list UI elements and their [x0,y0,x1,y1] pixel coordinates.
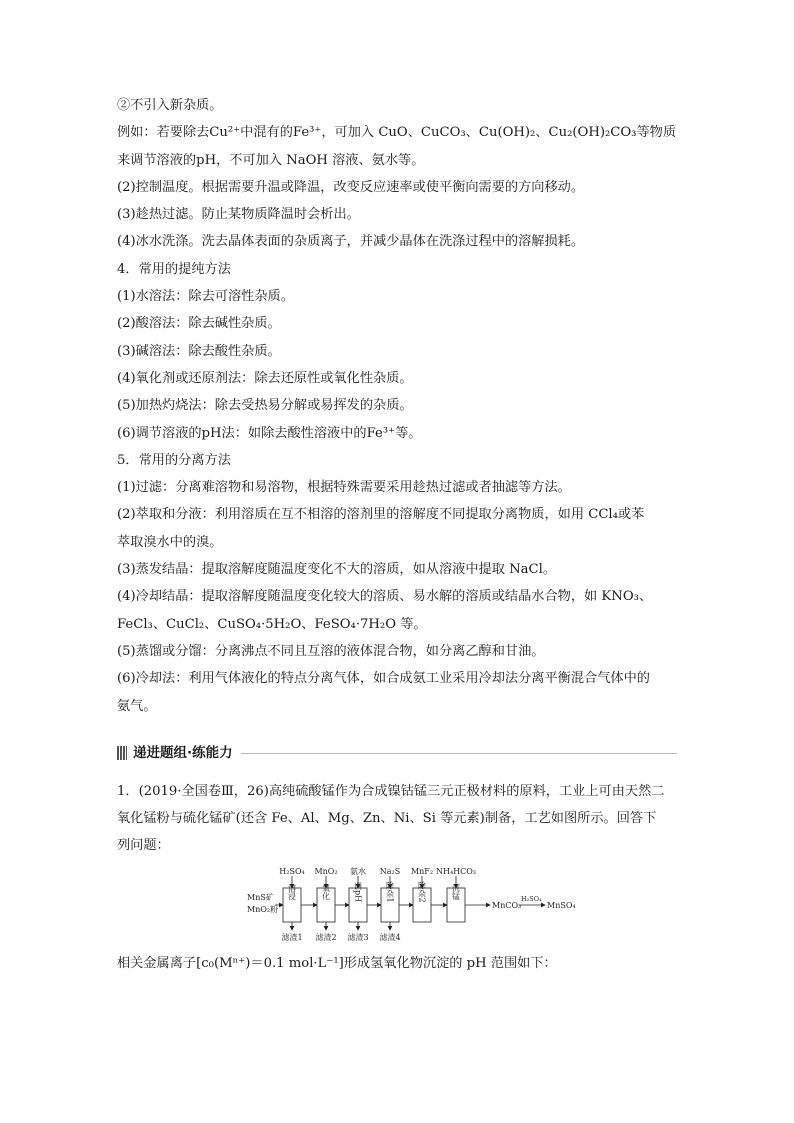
flow-residue: 滤渣4 [379,932,401,942]
document-page [117,92,682,977]
flow-residue: 滤渣3 [347,932,369,942]
flow-reagent: MnF₂ [410,866,434,876]
text-line: (2)酸溶法：除去碱性杂质。 [117,316,281,332]
flow-product: MnSO₄ [547,900,576,910]
text-line: (6)冷却法：利用气体液化的特点分离气体，如合成氨工业采用冷却法分离平衡混合气体中的 [117,671,650,687]
flow-reagent: MnO₂ [314,866,338,876]
text-line: (1)水溶法：除去可溶性杂质。 [117,289,294,305]
flow-reagent: Na₂S [379,866,401,876]
section-header [117,742,677,764]
flow-step-label: 除杂1 [385,881,395,903]
section-icon [117,746,127,760]
text-line: (3)蒸发结晶：提取溶解度随温度变化不大的溶质，如从溶液中提取 NaCl。 [117,562,557,578]
text-line: 氨气。 [117,698,157,714]
flow-residue: 滤渣2 [315,932,337,942]
flow-step-label: 氧化 [321,883,331,900]
text-line: (4)冰水洗涤。洗去晶体表面的杂质离子，并减少晶体在洗涤过程中的溶解损耗。 [117,234,585,250]
flow-step-label: 调pH [353,881,363,902]
text-line: (3)碱溶法：除去酸性杂质。 [117,343,281,359]
flow-residue: 滤渣1 [281,932,303,942]
text-line: (3)趁热过滤。防止某物质降温时会析出。 [117,207,360,223]
flow-arrow-reagent: H₂SO₄ [521,894,542,903]
text-line: (5)加热灼烧法：除去受热易分解或易挥发的杂质。 [117,398,413,414]
text-line: ②不引入新杂质。 [117,98,223,113]
text-line: (1)过滤：分离难溶物和易溶物，根据特殊需要采用趁热过滤或者抽滤等方法。 [117,480,571,496]
flow-step-label: 沉锰 [451,883,461,900]
text-line: 例如：若要除去Cu²⁺中混有的Fe³⁺，可加入 CuO、CuCO₃、Cu(OH)₂、Cu₂(OH)₂CO₃等物质 [117,125,677,141]
text-line: 5．常用的分离方法 [117,452,231,468]
text-line: (5)蒸馏或分馏：分离沸点不同且互溶的液体混合物，如分离乙醇和甘油。 [117,643,545,659]
flow-step-label: 溶浸 [287,883,297,900]
flow-step-label: 除杂2 [417,881,427,903]
flow-input: MnS矿 [247,892,274,902]
flow-reagent: 氨水 [350,866,366,876]
text-line: (2)萃取和分液：利用溶质在互不相溶的溶剂里的溶解度不同提取分离物质，如用 CCl₄或苯 [117,507,645,523]
question-followup: 相关金属离子[c₀(Mⁿ⁺)＝0.1 mol·L⁻¹]形成氢氧化物沉淀的 pH 范围如下： [117,955,557,971]
text-line: 4．常用的提纯方法 [117,261,231,277]
text-line: (4)冷却结晶：提取溶解度随温度变化较大的溶质、易水解的溶质或结晶水合物，如 KNO₃、 [117,589,653,605]
text-line: (4)氧化剂或还原剂法：除去还原性或氧化性杂质。 [117,370,413,386]
text-line: (2)控制温度。根据需要升温或降温，改变反应速率或使平衡向需要的方向移动。 [117,179,585,195]
section-title: 递进题组·练能力 [133,744,233,761]
process-flow-diagram [247,866,587,946]
flow-input: MnO₂粉 [247,904,279,914]
flow-reagent: H₂SO₄ [279,866,305,876]
text-line: 萃取溴水中的溴。 [117,534,223,550]
text-line: (6)调节溶液的pH法：如除去酸性溶液中的Fe³⁺等。 [117,425,422,441]
flow-reagent: NH₄HCO₃ [435,866,477,876]
flow-product: MnCO₃ [492,900,522,910]
question-line: 列问题： [117,838,170,854]
question-line: 1．(2019·全国卷Ⅲ，26)高纯硫酸锰作为合成镍钴锰三元正极材料的原料，工业上可由天然二 [117,783,665,799]
body-text [117,92,682,720]
text-line: 来调节溶液的pH，不可加入 NaOH 溶液、氨水等。 [117,152,425,168]
text-line: FeCl₃、CuCl₂、CuSO₄·5H₂O、FeSO₄·7H₂O 等。 [117,616,427,632]
question-line: 氧化锰粉与硫化锰矿(还含 Fe、Al、Mg、Zn、Ni、Si 等元素)制备，工艺如图所示。回答下 [117,811,657,827]
